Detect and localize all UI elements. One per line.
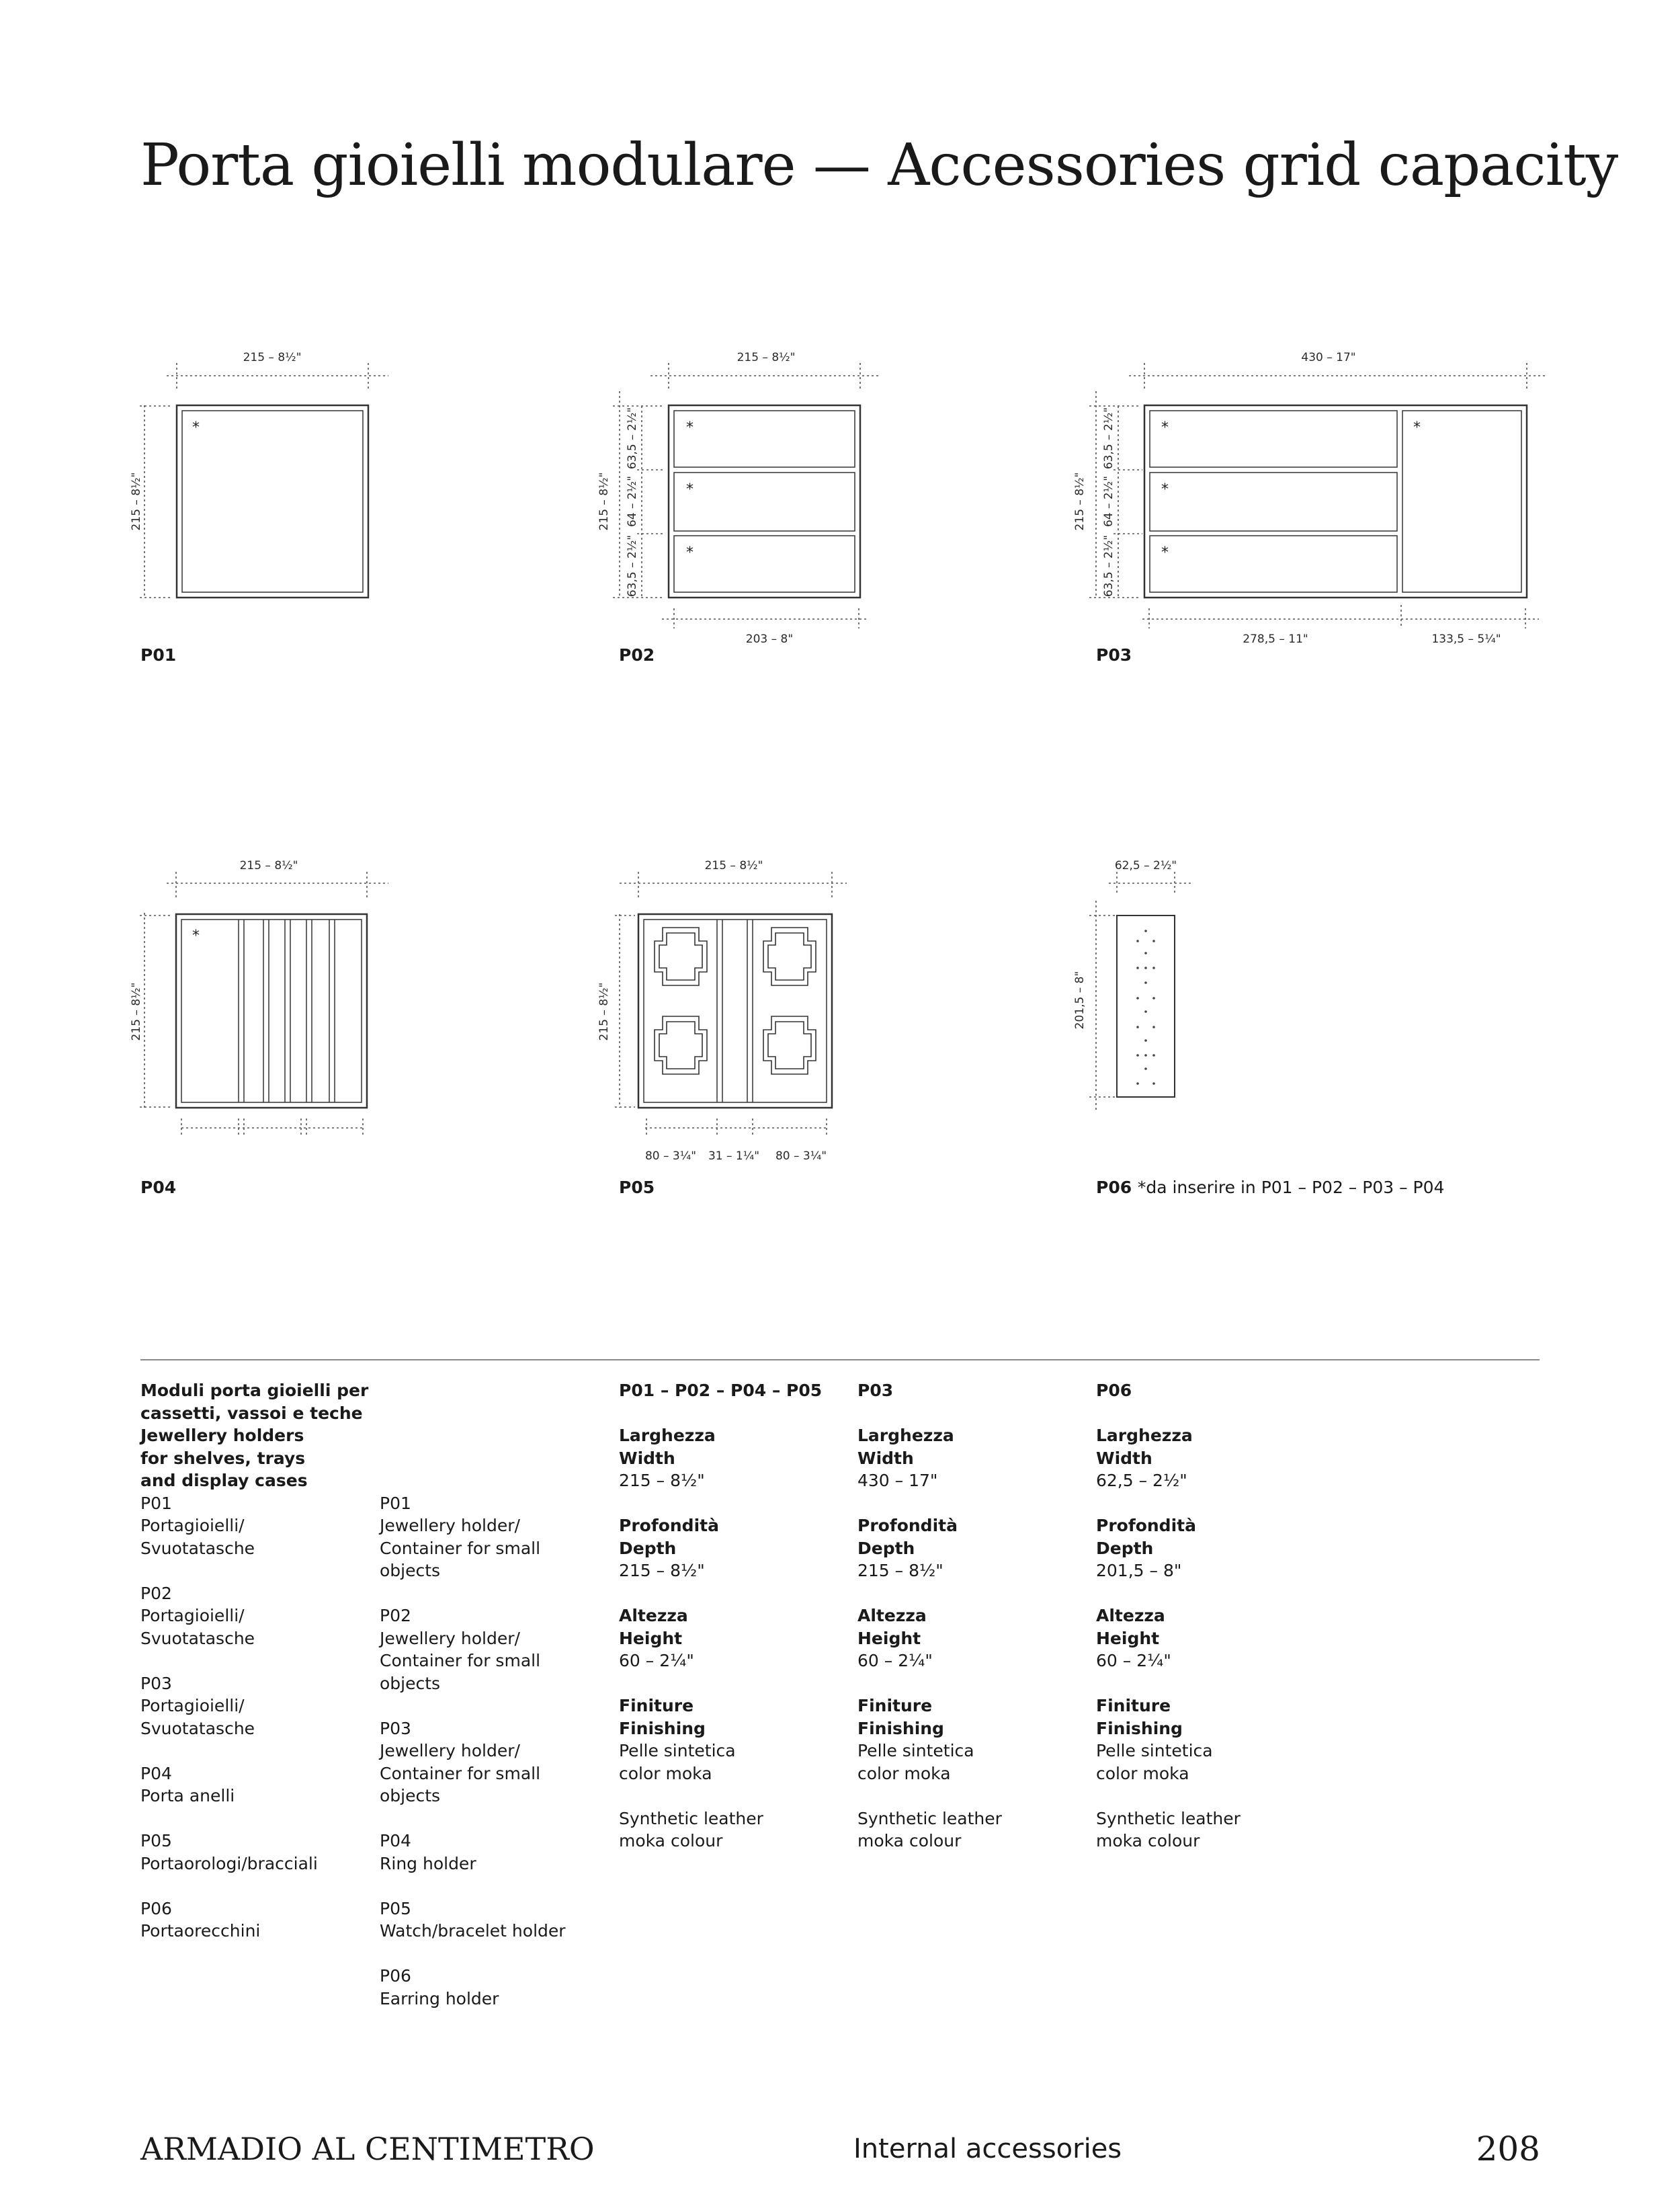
- drawing-p03: [1073, 351, 1546, 646]
- item-desc: Jewellery holder/: [380, 1741, 520, 1760]
- item-code: P02: [380, 1606, 411, 1625]
- page-title: Porta gioielli modulare — Accessories grid capacity: [140, 132, 1618, 199]
- item-code: P05: [140, 1831, 172, 1850]
- depth-label-en: Depth: [619, 1538, 677, 1558]
- drawing-p06: [1073, 859, 1193, 1112]
- depth-label-en: Depth: [857, 1538, 915, 1558]
- item-code: P04: [140, 1763, 172, 1783]
- spec-header: P01 – P02 – P04 – P05: [619, 1381, 823, 1400]
- p06-note: *da inserire in P01 – P02 – P03 – P04: [1137, 1178, 1445, 1197]
- item-desc: Svuotatasche: [140, 1718, 255, 1738]
- star-mark: *: [1161, 544, 1169, 561]
- intro-line: Moduli porta gioielli per: [140, 1381, 369, 1400]
- depth-value: 215 – 8½": [857, 1561, 943, 1580]
- item-code: P03: [380, 1718, 411, 1738]
- finish-label-en: Finishing: [1096, 1718, 1183, 1738]
- item-desc: Jewellery holder/: [380, 1516, 520, 1535]
- p05-mid-width-dim: 31 – 1¼": [708, 1149, 760, 1163]
- item-desc: Jewellery holder/: [380, 1628, 520, 1648]
- height-label-it: Altezza: [619, 1606, 688, 1625]
- item-code: P01: [140, 1493, 172, 1513]
- p02-width-dim: 215 – 8½": [737, 351, 796, 364]
- star-mark: *: [1161, 419, 1169, 436]
- p01-height-dim: 215 – 8½": [130, 472, 143, 531]
- width-value: 215 – 8½": [619, 1471, 705, 1490]
- depth-value: 215 – 8½": [619, 1561, 705, 1580]
- spec-column-p03: [857, 1379, 1002, 1853]
- star-mark: *: [686, 544, 694, 561]
- drawing-p01: [130, 351, 388, 598]
- height-label-it: Altezza: [1096, 1606, 1165, 1625]
- p04-width-dim: 215 – 8½": [239, 859, 298, 872]
- finish-label-it: Finiture: [1096, 1696, 1171, 1715]
- star-mark: *: [192, 419, 200, 436]
- page-number: 208: [1476, 2129, 1540, 2168]
- width-label-it: Larghezza: [619, 1426, 716, 1445]
- finish-label-en: Finishing: [619, 1718, 706, 1738]
- width-value: 62,5 – 2½": [1096, 1471, 1187, 1490]
- p05-left-width-dim: 80 – 3¼": [644, 1149, 697, 1163]
- item-code: P02: [140, 1583, 172, 1603]
- item-desc: Watch/bracelet holder: [380, 1921, 566, 1941]
- p05-width-dim: 215 – 8½": [704, 859, 763, 872]
- star-mark: *: [686, 419, 694, 436]
- item-desc: Portaorologi/bracciali: [140, 1853, 318, 1873]
- item-desc: Container for small: [380, 1651, 541, 1670]
- spec-header: P03: [857, 1381, 894, 1400]
- depth-label-en: Depth: [1096, 1538, 1154, 1558]
- item-desc: objects: [380, 1673, 441, 1693]
- star-mark: *: [1413, 419, 1421, 436]
- finish-value: Pelle sintetica: [857, 1741, 974, 1760]
- p04-caption: P04: [140, 1178, 177, 1197]
- p03-width-dim: 430 – 17": [1301, 351, 1356, 364]
- item-desc: Portaorecchini: [140, 1921, 261, 1941]
- p03-right-width-dim: 133,5 – 5¼": [1431, 633, 1501, 646]
- finish-value: Synthetic leather: [857, 1808, 1002, 1828]
- p06-caption: [1096, 1178, 1444, 1197]
- item-code: P01: [380, 1493, 411, 1513]
- p03-row-top-dim: 63,5 – 2½": [1102, 407, 1116, 470]
- height-label-it: Altezza: [857, 1606, 927, 1625]
- p01-caption: P01: [140, 645, 177, 665]
- finish-value: color moka: [857, 1763, 951, 1783]
- p01-width-dim: 215 – 8½": [243, 351, 302, 364]
- star-mark: *: [686, 481, 694, 498]
- depth-label-it: Profondità: [1096, 1516, 1196, 1535]
- section-divider: [140, 1359, 1540, 1360]
- p02-inner-width-dim: 203 – 8": [745, 633, 794, 646]
- item-code: P06: [140, 1898, 172, 1918]
- p06-code: P06: [1096, 1178, 1132, 1197]
- p03-row-mid-dim: 64 – 2½": [1102, 475, 1116, 528]
- finish-value: moka colour: [619, 1831, 723, 1850]
- intro-line: and display cases: [140, 1471, 308, 1490]
- item-desc: Portagioielli/: [140, 1696, 245, 1715]
- p02-row-top-dim: 63,5 – 2½": [626, 407, 639, 470]
- finish-label-it: Finiture: [619, 1696, 694, 1715]
- height-value: 60 – 2¼": [857, 1651, 933, 1670]
- spec-column-p01-p02-p04-p05: [619, 1379, 822, 1853]
- p03-caption: P03: [1096, 645, 1132, 665]
- width-label-en: Width: [1096, 1448, 1152, 1468]
- p03-row-bottom-dim: 63,5 – 2½": [1102, 534, 1116, 598]
- drawing-p04: [130, 859, 388, 1136]
- height-label-en: Height: [857, 1628, 921, 1648]
- item-desc: Portagioielli/: [140, 1516, 245, 1535]
- spec-intro-column: [140, 1379, 368, 1943]
- spec-en-column: [380, 1492, 566, 2010]
- p06-height-dim: 201,5 – 8": [1073, 971, 1087, 1030]
- drawing-p05: [597, 859, 847, 1163]
- spec-column-p06: [1096, 1379, 1241, 1853]
- item-desc: Container for small: [380, 1763, 541, 1783]
- intro-line: for shelves, trays: [140, 1448, 306, 1468]
- p02-caption: P02: [619, 645, 655, 665]
- p02-row-mid-dim: 64 – 2½": [626, 475, 639, 528]
- item-desc: Portagioielli/: [140, 1606, 245, 1625]
- item-desc: Container for small: [380, 1538, 541, 1558]
- finish-label-en: Finishing: [857, 1718, 944, 1738]
- depth-label-it: Profondità: [619, 1516, 719, 1535]
- finish-value: Synthetic leather: [619, 1808, 763, 1828]
- width-label-en: Width: [619, 1448, 675, 1468]
- item-desc: Svuotatasche: [140, 1628, 255, 1648]
- p03-left-width-dim: 278,5 – 11": [1243, 633, 1308, 646]
- height-label-en: Height: [1096, 1628, 1160, 1648]
- item-desc: Earring holder: [380, 1988, 499, 2008]
- p04-height-dim: 215 – 8½": [130, 982, 143, 1041]
- finish-label-it: Finiture: [857, 1696, 933, 1715]
- intro-line: Jewellery holders: [140, 1426, 304, 1445]
- item-code: P06: [380, 1966, 411, 1986]
- item-code: P03: [140, 1673, 172, 1693]
- item-desc: objects: [380, 1786, 441, 1805]
- item-desc: Ring holder: [380, 1853, 476, 1873]
- item-code: P04: [380, 1831, 411, 1850]
- p02-row-bottom-dim: 63,5 – 2½": [626, 534, 639, 598]
- item-desc: objects: [380, 1561, 441, 1580]
- star-mark: *: [1161, 481, 1169, 498]
- star-mark: *: [192, 928, 200, 944]
- p05-height-dim: 215 – 8½": [597, 982, 611, 1041]
- p05-right-width-dim: 80 – 3¼": [775, 1149, 827, 1163]
- width-value: 430 – 17": [857, 1471, 938, 1490]
- width-label-it: Larghezza: [857, 1426, 954, 1445]
- p06-width-dim: 62,5 – 2½": [1114, 859, 1177, 872]
- depth-value: 201,5 – 8": [1096, 1561, 1182, 1580]
- finish-value: Pelle sintetica: [619, 1741, 736, 1760]
- p02-height-dim: 215 – 8½": [597, 472, 611, 531]
- intro-line: cassetti, vassoi e teche: [140, 1403, 363, 1423]
- finish-value: color moka: [619, 1763, 712, 1783]
- finish-value: color moka: [1096, 1763, 1189, 1783]
- item-desc: Porta anelli: [140, 1786, 235, 1805]
- item-code: P05: [380, 1898, 411, 1918]
- depth-label-it: Profondità: [857, 1516, 958, 1535]
- finish-value: Synthetic leather: [1096, 1808, 1241, 1828]
- width-label-en: Width: [857, 1448, 914, 1468]
- p03-height-dim: 215 – 8½": [1073, 472, 1087, 531]
- spec-header: P06: [1096, 1381, 1132, 1400]
- width-label-it: Larghezza: [1096, 1426, 1193, 1445]
- drawing-p02: [597, 351, 880, 646]
- p05-caption: P05: [619, 1178, 655, 1197]
- footer-brand: ARMADIO AL CENTIMETRO: [140, 2131, 595, 2167]
- finish-value: moka colour: [1096, 1831, 1200, 1850]
- footer-section: Internal accessories: [853, 2133, 1122, 2164]
- height-label-en: Height: [619, 1628, 683, 1648]
- finish-value: Pelle sintetica: [1096, 1741, 1213, 1760]
- height-value: 60 – 2¼": [1096, 1651, 1171, 1670]
- finish-value: moka colour: [857, 1831, 962, 1850]
- item-desc: Svuotatasche: [140, 1538, 255, 1558]
- height-value: 60 – 2¼": [619, 1651, 694, 1670]
